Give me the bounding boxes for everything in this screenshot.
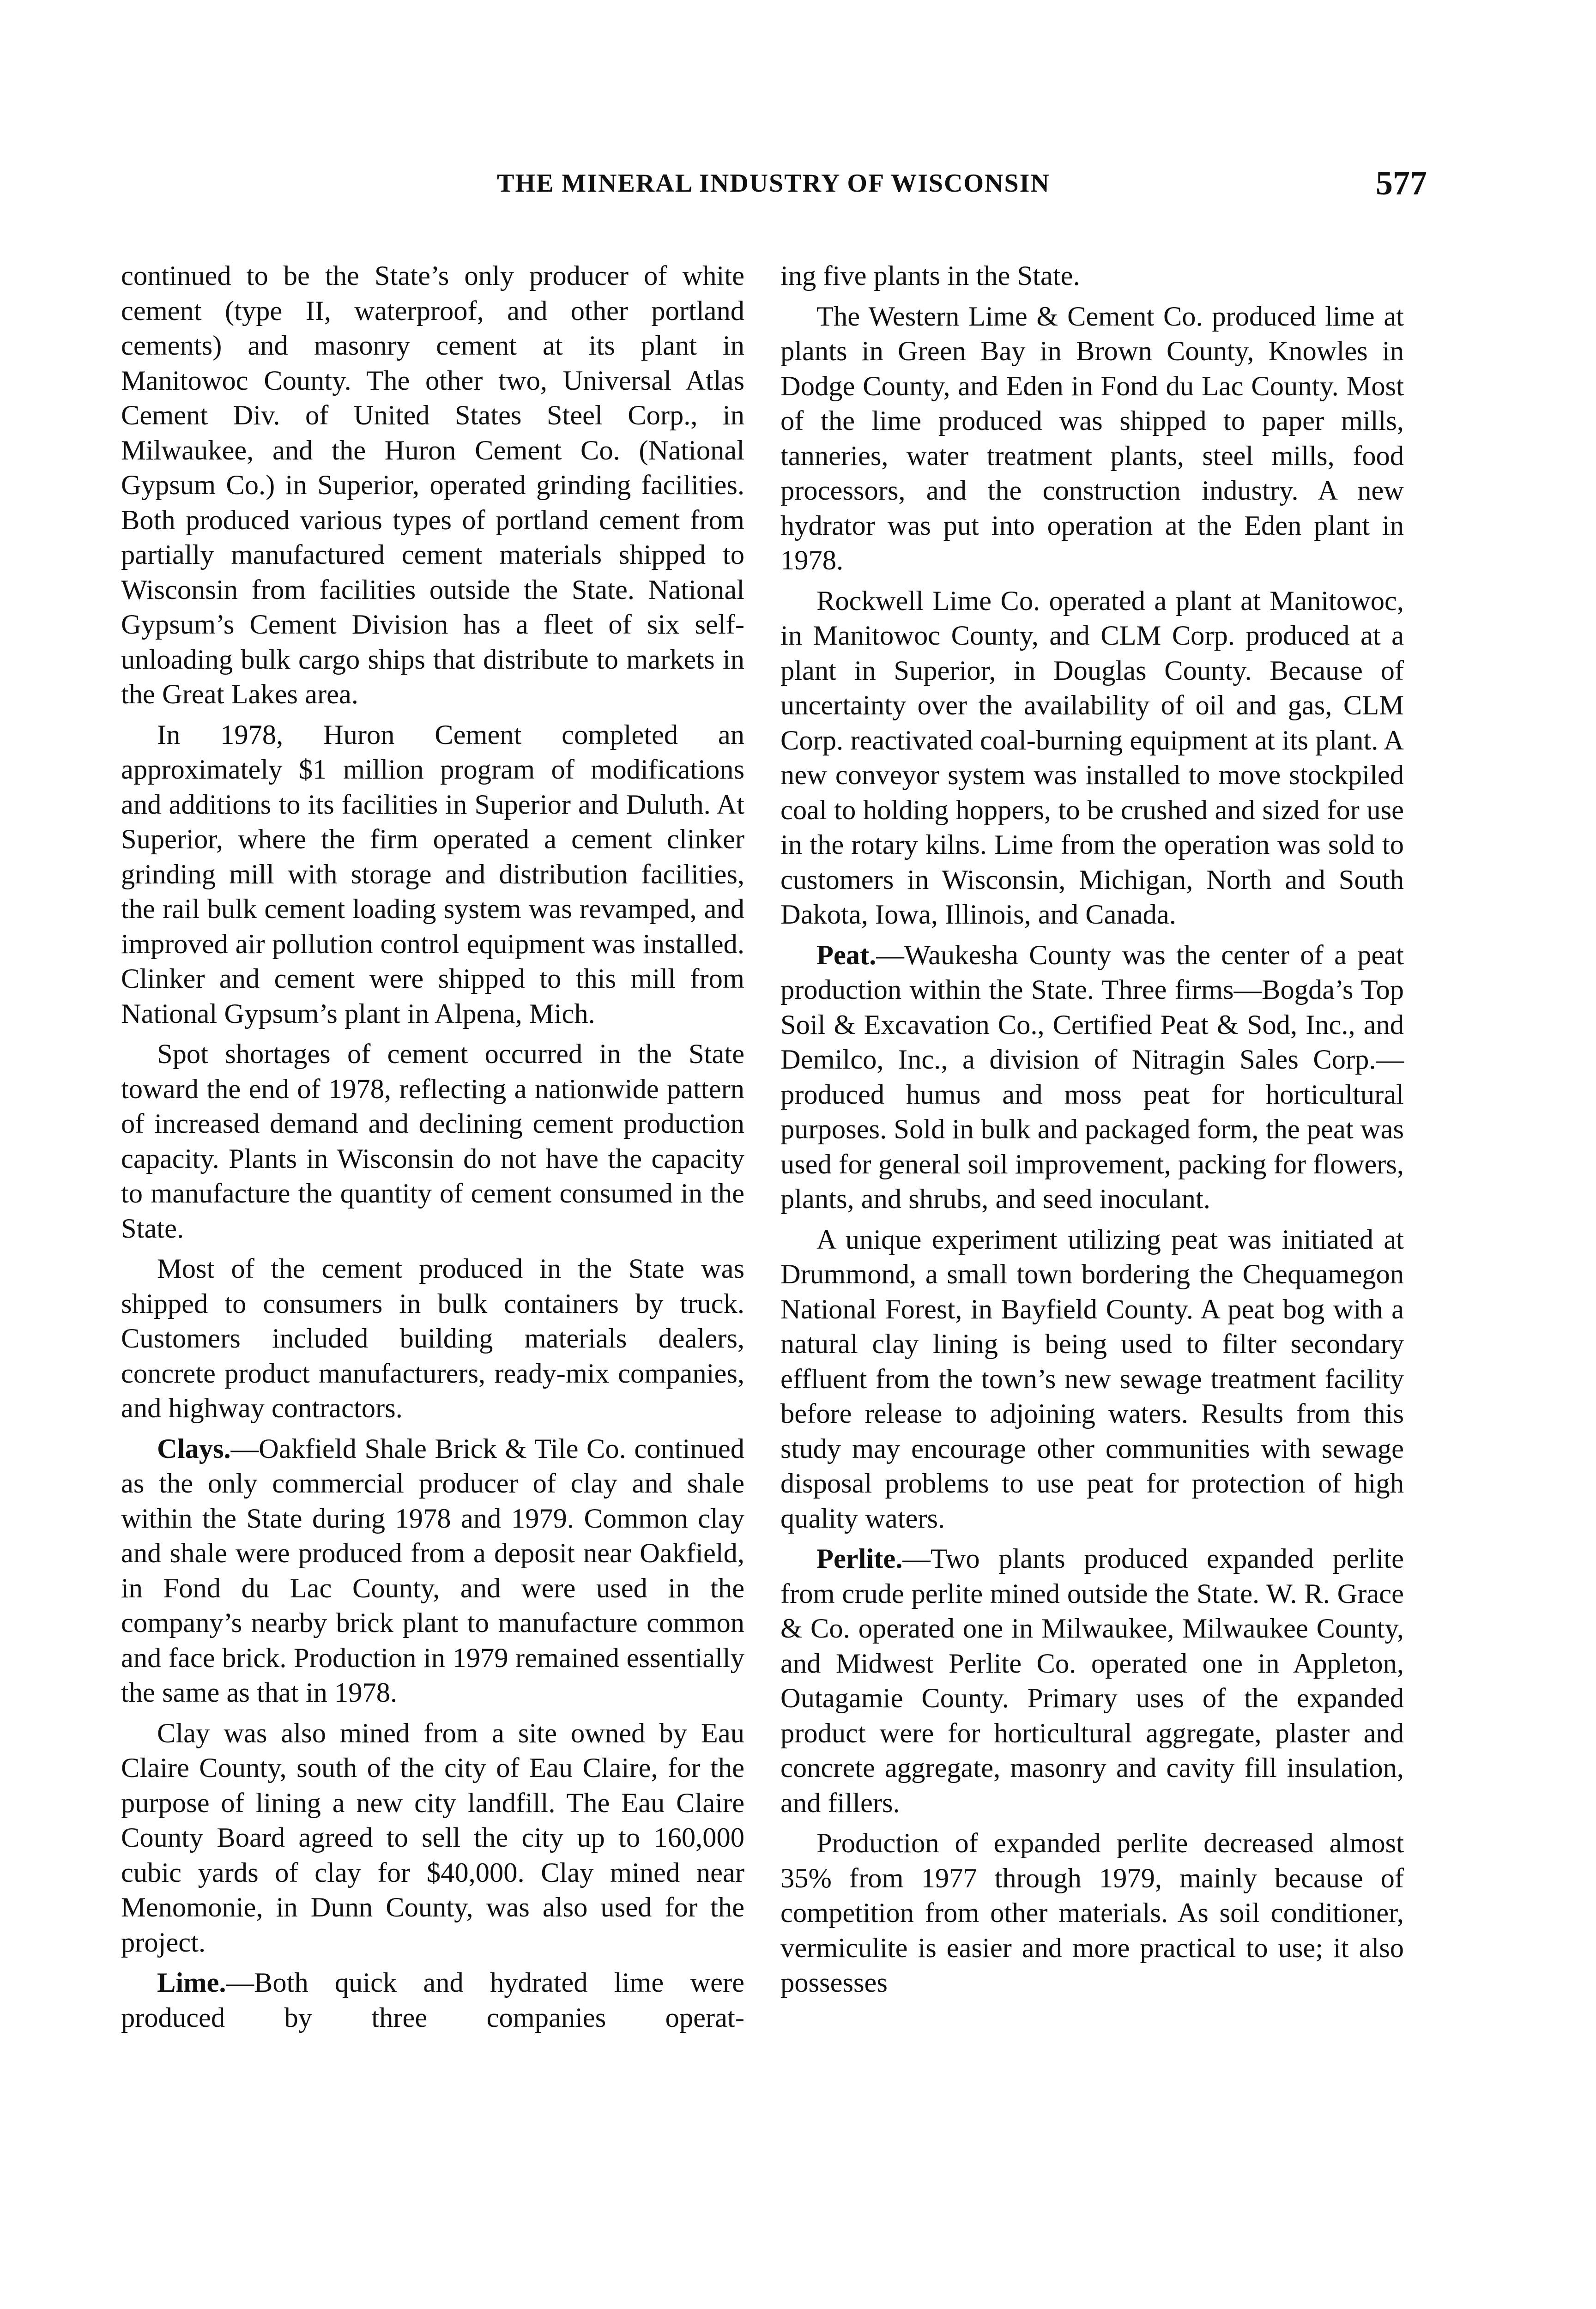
paragraph-text: —Both quick and hydrated lime were produced by three companies operat-: [121, 1967, 744, 2033]
paragraph: Most of the cement produced in the State was shipped to consumers in bulk containers by truck. Customers included building materials dealers, concrete product manufacturers, ready-mix companies, and highway contractors.: [121, 1253, 744, 1424]
paragraph: Production of expanded perlite decreased almost 35% from 1977 through 1979, mainly because of competition from other materials. As soil conditioner, vermiculite is easier and more practical to use; it also possesses: [780, 1828, 1404, 1998]
section-heading-clays: Clays.: [157, 1433, 231, 1464]
section-heading-perlite: Perlite.: [816, 1543, 903, 1574]
paragraph: Clay was also mined from a site owned by Eau Claire County, south of the city of Eau Claire, for the purpose of lining a new city landfill. The Eau Claire County Board agreed to sell the city up to 160,000 cubic yards of clay for $40,000. Clay mined near Menomonie, in Dunn County, was also used for the project.: [121, 1717, 744, 1958]
paragraph: [121, 1432, 744, 1711]
paragraph: Spot shortages of cement occurred in the State toward the end of 1978, reflecting a nationwide pattern of increased demand and declining cement production capacity. Plants in Wisconsin do not have the capacity to manufacture the quantity of cement consumed in the State.: [121, 1039, 744, 1244]
section-heading-peat: Peat.: [816, 939, 877, 971]
paragraph: [780, 1541, 1404, 1820]
paragraph: A unique experiment utilizing peat was initiated at Drummond, a small town bordering the Chequamegon National Forest, in Bayfield County. A peat bog with a natural clay lining is being used to filter secondary effluent from the town’s new sewage treatment facility before release to adjoining waters. Results from this study may encourage other communities with sewage disposal problems to use peat for protection of high quality waters.: [780, 1224, 1404, 1534]
paragraph: [121, 1965, 744, 2035]
paragraph-text: —Two plants produced expanded perlite from crude perlite mined outside the State. W. R. Grace & Co. operated one in Milwaukee, Milwaukee County, and Midwest Perlite Co. operated one in Appleton, Outagamie County. Primary uses of the expanded product were for horticultural aggregate, plaster and concrete aggregate, masonry and cavity fill insulation, and fillers.: [780, 1543, 1404, 1819]
paragraph: [780, 938, 1404, 1217]
section-heading-lime: Lime.: [157, 1967, 226, 1998]
paragraph: ing five plants in the State.: [780, 260, 1080, 291]
paragraph: Rockwell Lime Co. operated a plant at Manitowoc, in Manitowoc County, and CLM Corp. produced at a plant in Superior, in Douglas County. Because of uncertainty over the availability of oil and gas, CLM Corp. reactivated coal-burning equipment at its plant. A new conveyor system was installed to move stockpiled coal to holding hoppers, to be crushed and sized for use in the rotary kilns. Lime from the operation was sold to customers in Wisconsin, Michigan, North and South Dakota, Iowa, Illinois, and Canada.: [780, 585, 1404, 930]
paragraph-text: —Waukesha County was the center of a peat production within the State. Three firms—Bogda’s Top Soil & Excavation Co., Certified Peat & Sod, Inc., and Demilco, Inc., a division of Nitragin Sales Corp.—produced humus and moss peat for horticultural purposes. Sold in bulk and packaged form, the peat was used for general soil improvement, packing for flowers, plants, and shrubs, and seed inoculant.: [780, 939, 1404, 1215]
page-number: 577: [1376, 164, 1427, 202]
paragraph: continued to be the State’s only producer of white cement (type II, waterproof, and other portland cements) and masonry cement at its plant in Manitowoc County. The other two, Universal Atlas Cement Div. of United States Steel Corp., in Milwaukee, and the Huron Cement Co. (National Gypsum Co.) in Superior, operated grinding facilities. Both produced various types of portland cement from partially manufactured cement materials shipped to Wisconsin from facilities outside the State. National Gypsum’s Cement Division has a fleet of six self-unloading bulk cargo ships that distribute to markets in the Great Lakes area.: [121, 260, 744, 710]
paragraph-text: —Oakfield Shale Brick & Tile Co. continued as the only commercial producer of clay and shale within the State during 1978 and 1979. Common clay and shale were produced from a deposit near Oakfield, in Fond du Lac County, and were used in the company’s nearby brick plant to manufacture common and face brick. Production in 1979 remained essentially the same as that in 1978.: [121, 1433, 744, 1708]
paragraph: In 1978, Huron Cement completed an approximately $1 million program of modifications and additions to its facilities in Superior and Duluth. At Superior, where the firm operated a cement clinker grinding mill with storage and distribution facilities, the rail bulk cement loading system was revamped, and improved air pollution control equipment was installed. Clinker and cement were shipped to this mill from National Gypsum’s plant in Alpena, Mich.: [121, 719, 744, 1029]
running-head: [120, 164, 1427, 206]
running-title: THE MINERAL INDUSTRY OF WISCONSIN: [497, 169, 1050, 198]
left-column: [121, 259, 744, 2041]
right-column: [780, 259, 1404, 2006]
paragraph: The Western Lime & Cement Co. produced lime at plants in Green Bay in Brown County, Knowles in Dodge County, and Eden in Fond du Lac County. Most of the lime produced was shipped to paper mills, tanneries, water treatment plants, steel mills, food processors, and the construction industry. A new hydrator was put into operation at the Eden plant in 1978.: [780, 301, 1404, 576]
